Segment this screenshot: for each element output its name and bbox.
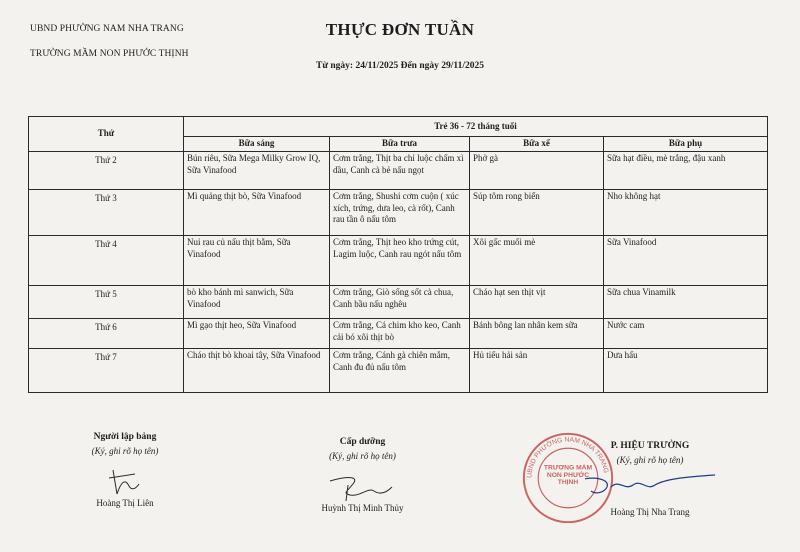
- snack-cell: Nước cam: [604, 319, 768, 349]
- lunch-cell: Cơm trắng, Thịt ba chỉ luộc chấm xì dầu, Canh cà bẻ nấu ngọt: [330, 152, 470, 190]
- afternoon-cell: Bánh bông lan nhân kem sữa: [470, 319, 604, 349]
- snack-cell: Dưa hấu: [604, 349, 768, 393]
- org-line-2: TRƯỜNG MẦM NON PHƯỚC THỊNH: [30, 49, 189, 59]
- stamp-ring-text: UBND PHƯỜNG NAM NHA TRANG: [526, 436, 610, 479]
- table-row: [29, 152, 768, 190]
- lunch-cell: Cơm trắng, Giò sống sốt cà chua, Canh bầu nấu nghêu: [330, 286, 470, 319]
- table-row: [29, 349, 768, 393]
- snack-cell: Sữa Vinafood: [604, 236, 768, 286]
- afternoon-cell: Xôi gấc muối mè: [470, 236, 604, 286]
- day-cell: Thứ 6: [29, 319, 184, 349]
- breakfast-cell: Nui rau củ nấu thịt bằm, Sữa Vinafood: [184, 236, 330, 286]
- day-cell: Thứ 4: [29, 236, 184, 286]
- afternoon-cell: Súp tôm rong biển: [470, 190, 604, 236]
- table-row: [29, 319, 768, 349]
- snack-cell: Nho không hạt: [604, 190, 768, 236]
- snack-header: Bữa phụ: [604, 137, 768, 152]
- lunch-cell: Cơm trắng, Thịt heo kho trứng cút, Lagim luộc, Canh rau ngót nấu tôm: [330, 236, 470, 286]
- preparer-role: Người lập bảng: [93, 432, 157, 442]
- afternoon-cell: Cháo hạt sen thịt vịt: [470, 286, 604, 319]
- lunch-header: Bữa trưa: [330, 137, 470, 152]
- day-column-header: Thứ: [29, 117, 184, 152]
- preparer-note: (Ký, ghi rõ họ tên): [91, 446, 159, 456]
- age-group-header: Trẻ 36 - 72 tháng tuổi: [184, 117, 768, 137]
- table-row: [29, 190, 768, 236]
- snack-cell: Sữa chua Vinamilk: [604, 286, 768, 319]
- principal-name: Hoàng Thị Nha Trang: [610, 507, 690, 517]
- cook-role: Cấp dưỡng: [339, 437, 386, 447]
- lunch-cell: Cơm trắng, Cá chim kho keo, Canh cải bó xôi thịt bò: [330, 319, 470, 349]
- principal-signature: [585, 469, 715, 503]
- breakfast-cell: Mì gạo thịt heo, Sữa Vinafood: [184, 319, 330, 349]
- day-cell: Thứ 2: [29, 152, 184, 190]
- principal-signature-block: [585, 441, 715, 521]
- cook-note: (Ký, ghi rõ họ tên): [329, 451, 396, 461]
- day-cell: Thứ 5: [29, 286, 184, 319]
- table-row: [29, 236, 768, 286]
- afternoon-cell: Hủ tiếu hải sản: [470, 349, 604, 393]
- breakfast-header: Bữa sáng: [184, 137, 330, 152]
- breakfast-cell: Cháo thịt bò khoai tây, Sữa Vinafood: [184, 349, 330, 393]
- principal-note: (Ký, ghi rõ họ tên): [616, 455, 684, 465]
- table-row: [29, 286, 768, 319]
- org-line-1: UBND PHƯỜNG NAM NHA TRANG: [30, 24, 184, 34]
- lunch-cell: Cơm trắng, Cánh gà chiên mắm, Canh đu đủ nấu tôm: [330, 349, 470, 393]
- cook-name: Huỳnh Thị Minh Thủy: [321, 503, 404, 513]
- breakfast-cell: bò kho bánh mì sanwich, Sữa Vinafood: [184, 286, 330, 319]
- breakfast-cell: Mì quảng thịt bò, Sữa Vinafood: [184, 190, 330, 236]
- page-title: THỰC ĐƠN TUẦN: [325, 20, 475, 39]
- afternoon-cell: Phở gà: [470, 152, 604, 190]
- snack-cell: Sữa hạt điều, mè trắng, đậu xanh: [604, 152, 768, 190]
- preparer-signature-block: [55, 432, 195, 512]
- stamp-center-text: TRƯỜNG MẦM NON PHƯỚC THỊNH: [543, 464, 593, 487]
- lunch-cell: Cơm trắng, Shushi cơm cuộn ( xúc xích, trứng, dưa leo, cà rốt), Canh rau tần ô nấu tôm: [330, 190, 470, 236]
- day-cell: Thứ 3: [29, 190, 184, 236]
- afternoon-header: Bữa xế: [470, 137, 604, 152]
- menu-table: [28, 116, 768, 393]
- principal-role: P. HIỆU TRƯỞNG: [610, 441, 690, 451]
- preparer-signature: [55, 464, 195, 498]
- cook-signature-block: [290, 437, 435, 517]
- cook-signature: [290, 471, 435, 505]
- breakfast-cell: Bún riêu, Sữa Mega Milky Grow IQ, Sữa Vinafood: [184, 152, 330, 190]
- day-cell: Thứ 7: [29, 349, 184, 393]
- date-range: Từ ngày: 24/11/2025 Đến ngày 29/11/2025: [315, 61, 484, 71]
- preparer-name: Hoàng Thị Liên: [96, 498, 154, 508]
